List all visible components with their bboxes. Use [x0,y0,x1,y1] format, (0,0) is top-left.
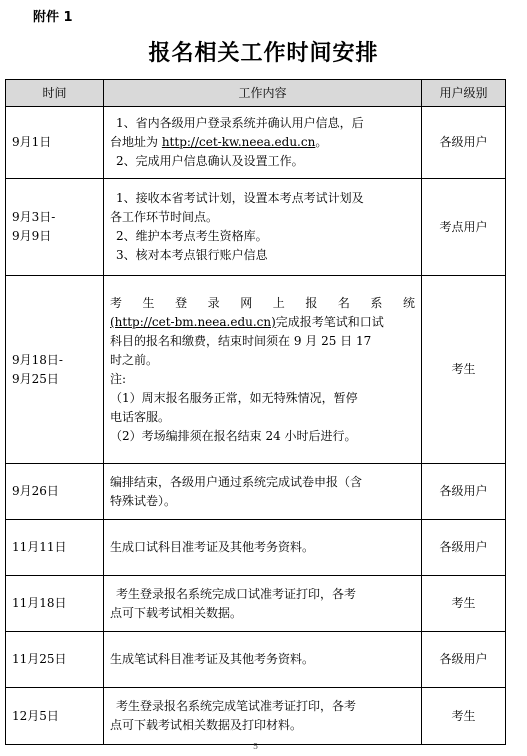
time-line: 9月3日- [12,210,56,224]
table-row [6,632,506,688]
content-line: 1、省内各级用户登录系统并确认用户信息，后 [116,116,364,130]
row-content [104,576,422,632]
content-line: 科目的报名和缴费，结束时间须在 9 月 25 日 17 [110,333,372,348]
content-line: 点可下载考试相关数据。 [110,605,243,620]
row-content [104,632,422,688]
content-line: 生成笔试科目准考证及其他考务资料。 [110,652,315,666]
row-content [104,276,422,464]
row-time [6,688,104,745]
content-line: 2、完成用户信息确认及设置工作。 [116,154,304,168]
row-user-level: 考生 [422,688,506,745]
table-row [6,576,506,632]
content-line: 考生登录网上报名系统 [110,295,415,310]
content-line: 注: [110,371,127,386]
table-row [6,520,506,576]
url-text: http://cet-kw.neea.edu.cn [161,135,316,149]
row-time [6,464,104,520]
content-line: 编排结束，各级用户通过系统完成试卷申报（含 [110,474,363,489]
content-line: 点可下载考试相关数据及打印材料。 [110,718,303,732]
time-line: 9月18日- [12,352,63,367]
time-line: 11月11日 [12,540,67,554]
content-line: 1、接收本省考试计划，设置本考点考试计划及 [116,191,364,205]
table-row [6,688,506,745]
header-time: 时间 [6,80,104,107]
row-time [6,520,104,576]
table-header-row [6,80,506,107]
row-user-level: 各级用户 [422,107,506,179]
content-line: 台地址为 http://cet-kw.neea.edu.cn。 [110,135,328,149]
time-line: 9月9日 [12,229,52,243]
row-user-level: 各级用户 [422,632,506,688]
time-line: 11月25日 [12,652,67,666]
table-row [6,464,506,520]
row-user-level: 各级用户 [422,464,506,520]
row-user-level: 考生 [422,276,506,464]
row-content [104,107,422,179]
time-line: 9月25日 [12,371,59,386]
url-text: (http://cet-bm.neea.edu.cn) [110,314,276,329]
content-line: （2）考场编排须在报名结束 24 小时后进行。 [110,428,357,443]
table-row [6,276,506,464]
content-line: (http://cet-bm.neea.edu.cn)完成报考笔试和口试 [110,314,384,329]
header-content: 工作内容 [104,80,422,107]
table-row [6,179,506,276]
attachment-label: 附件 1 [33,10,73,25]
row-content [104,179,422,276]
time-line: 12月5日 [12,708,59,723]
row-user-level: 考点用户 [422,179,506,276]
row-time [6,107,104,179]
header-user-level: 用户级别 [422,80,506,107]
content-line: 电话客服。 [110,409,171,424]
content-line: 考生登录报名系统完成口试准考证打印，各考 [116,586,357,601]
content-line: 考生登录报名系统完成笔试准考证打印，各考 [116,699,357,713]
row-time [6,179,104,276]
content-line: 2、维护本考点考生资格库。 [116,229,268,243]
time-line: 9月1日 [12,135,52,149]
row-time [6,276,104,464]
row-time [6,576,104,632]
content-line: 3、核对本考点银行账户信息 [116,248,268,262]
document-title: 报名相关工作时间安排 [148,40,379,66]
row-content [104,464,422,520]
content-line: （1）周末报名服务正常，如无特殊情况，暂停 [110,390,358,405]
row-content [104,520,422,576]
time-line: 11月18日 [12,596,67,610]
row-content [104,688,422,745]
content-line: 生成口试科目准考证及其他考务资料。 [110,540,315,554]
schedule-table [5,79,506,745]
content-line: 特殊试卷）。 [110,493,177,508]
row-user-level: 各级用户 [422,520,506,576]
row-user-level: 考生 [422,576,506,632]
time-line: 9月26日 [12,484,59,498]
table-row [6,107,506,179]
content-line: 各工作环节时间点。 [110,210,219,224]
row-time [6,632,104,688]
content-line: 时之前。 [110,352,159,367]
page-number: 5 [253,742,259,751]
